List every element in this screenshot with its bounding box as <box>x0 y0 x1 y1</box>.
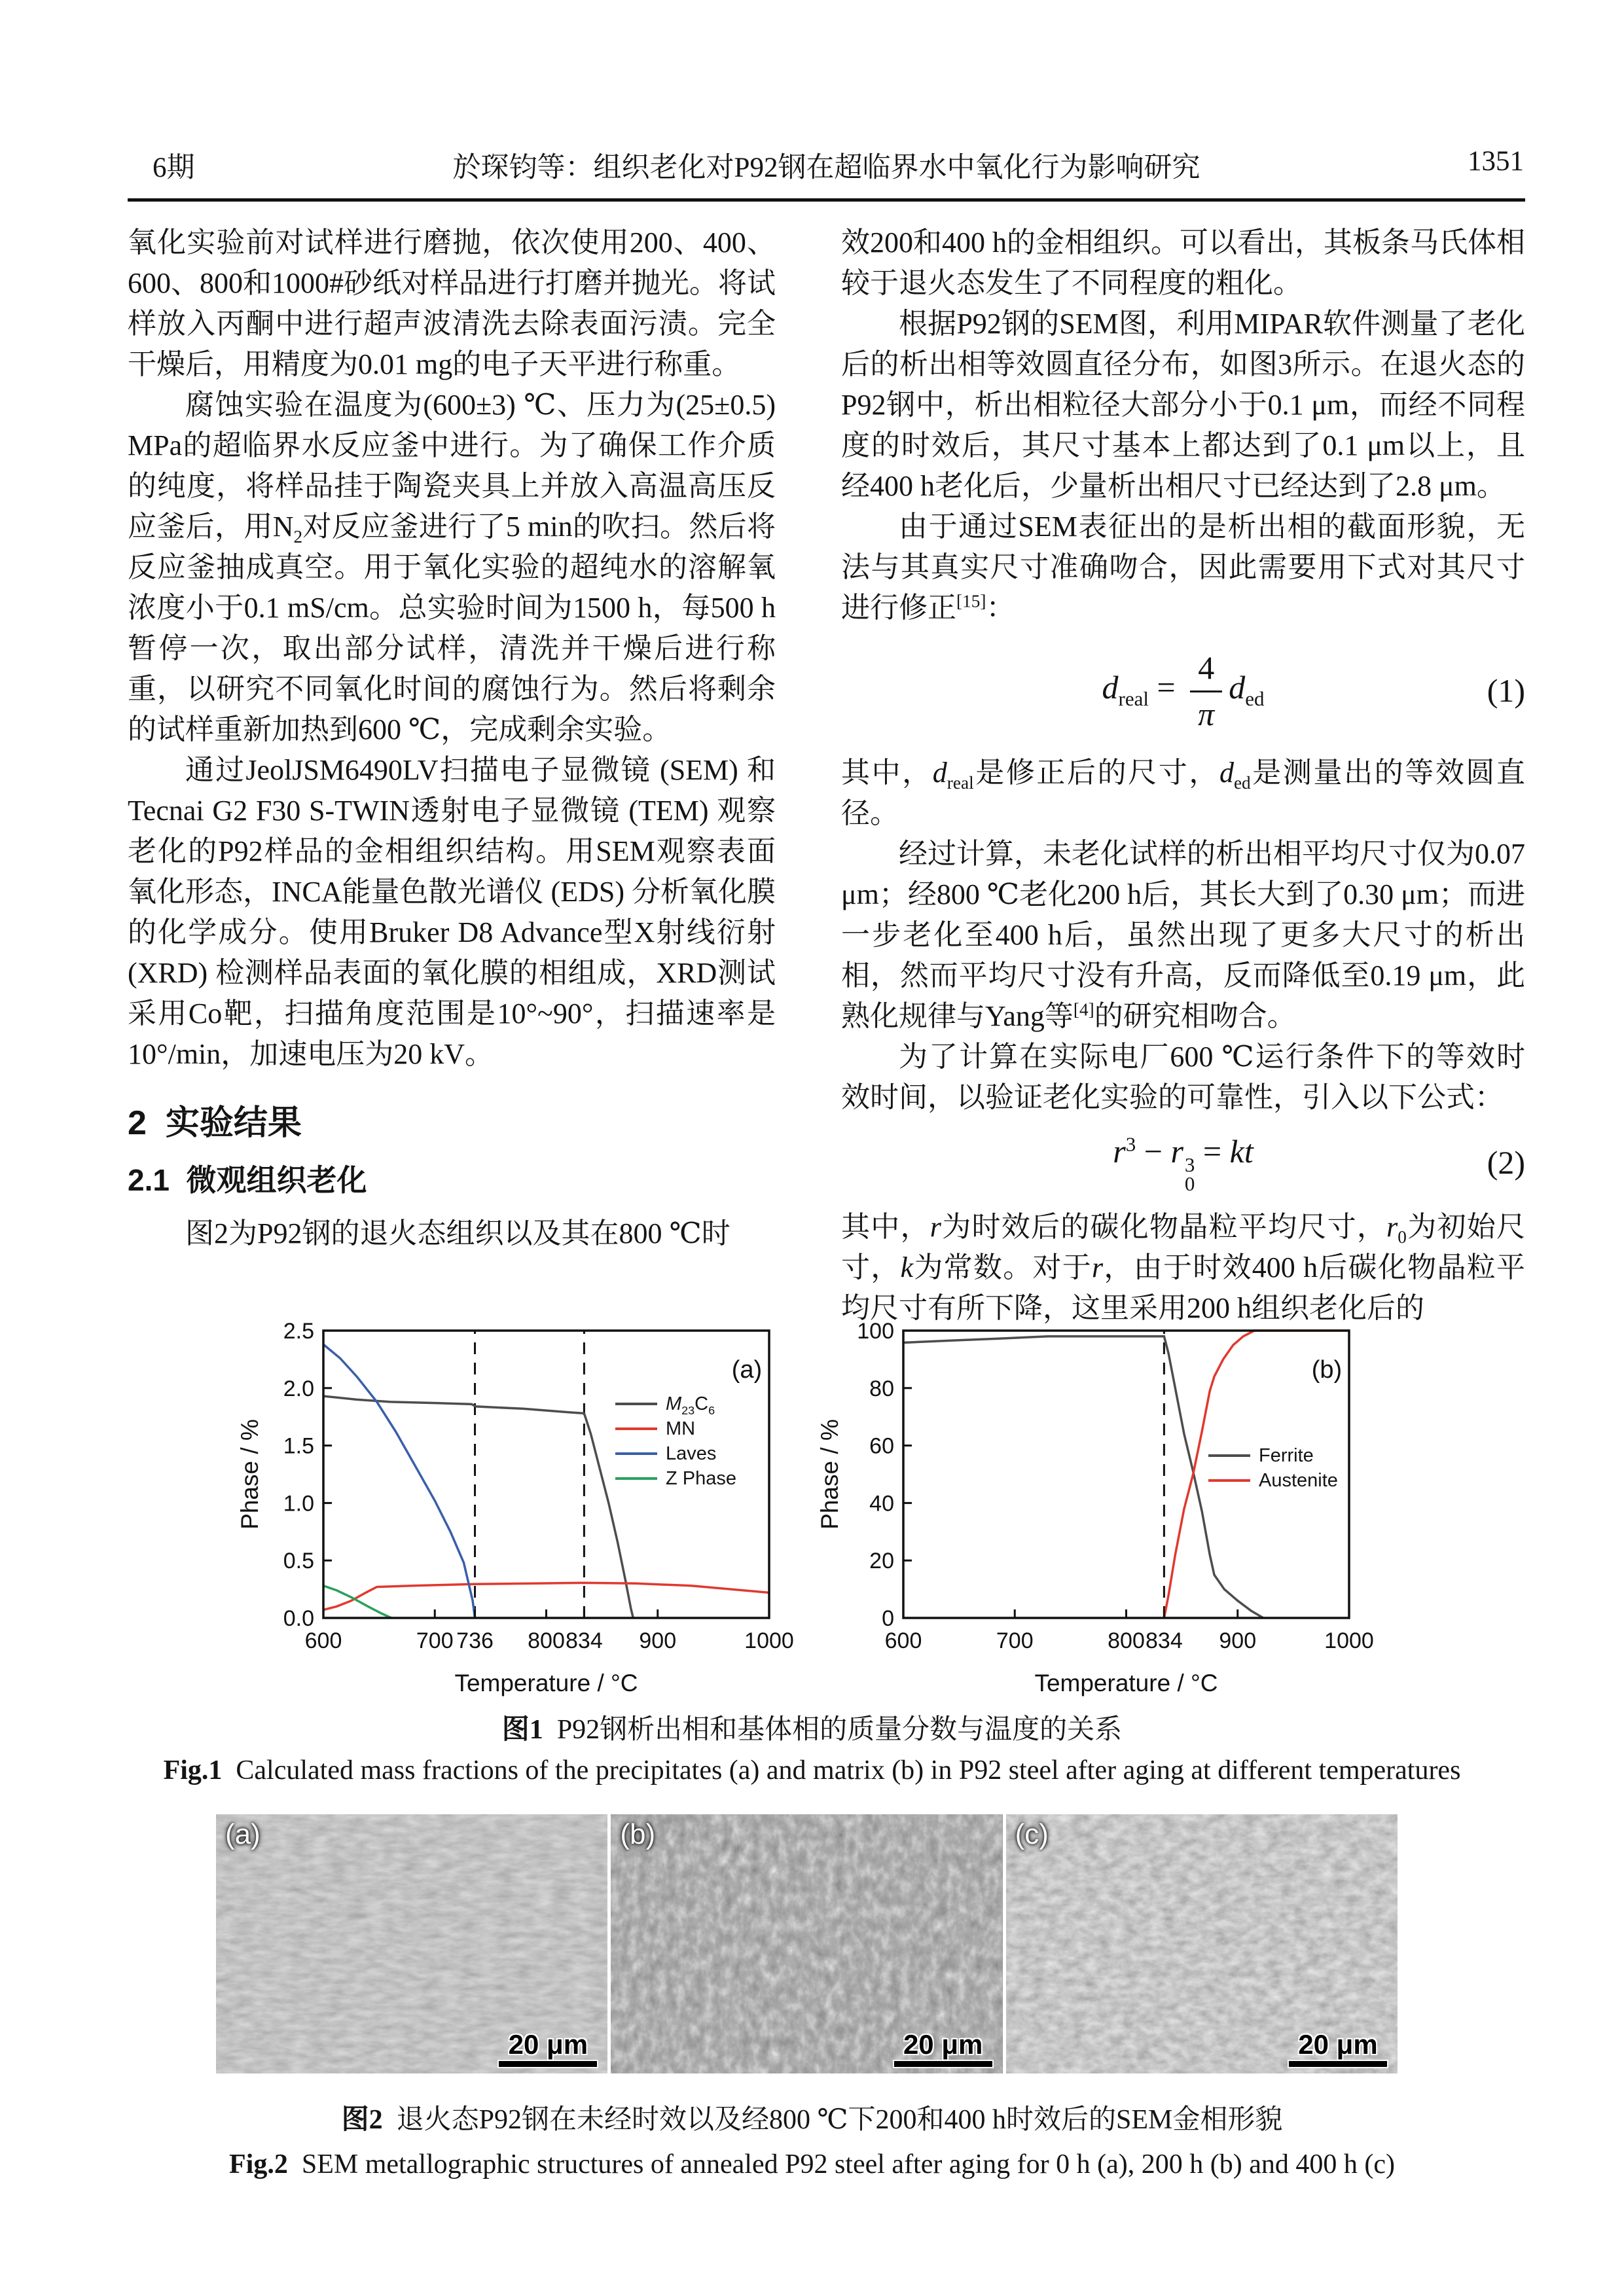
scale-bar-c <box>1289 2030 1387 2067</box>
equation-1-body: $d_{real}$ = $\frac{4}{\pi}$ $d_{ed}$ <box>1102 647 1265 734</box>
figure1-caption-en: Fig.1 Calculated mass fractions of the precipitates (a) and matrix (b) in P92 steel after aging at different temperatures <box>163 1755 1461 1785</box>
svg-text:0.0: 0.0 <box>283 1606 314 1631</box>
chart-matrix-plot <box>805 1302 1394 1721</box>
svg-text:60: 60 <box>869 1433 894 1459</box>
subsection-heading: 2.1 微观组织老化 <box>128 1163 367 1197</box>
sem-panel-c-label: (c) <box>1015 1818 1049 1850</box>
sem-panel-c <box>1006 1814 1398 2073</box>
paragraph: 效200和400 h的金相组织。可以看出，其板条马氏体相较于退火态发生了不同程度的粗化。 <box>841 226 1525 299</box>
right-column <box>841 223 1525 1329</box>
legend-entry: Laves <box>615 1444 736 1463</box>
svg-text:900: 900 <box>1219 1628 1257 1653</box>
equation-2-body: $r^3 - r$ 3 0 = kt <box>1113 1132 1254 1196</box>
svg-text:736: 736 <box>456 1628 494 1653</box>
svg-text:1.5: 1.5 <box>283 1433 314 1459</box>
scale-bar-c-text: 20 μm <box>1298 2029 1378 2060</box>
svg-text:834: 834 <box>1146 1628 1183 1653</box>
svg-text:0: 0 <box>882 1606 894 1631</box>
paragraph: 图2为P92钢的退火态组织以及其在800 ℃时 <box>185 1217 731 1249</box>
svg-text:700: 700 <box>416 1628 454 1653</box>
scale-bar-c-line <box>1289 2061 1387 2067</box>
paragraph: 根据P92钢的SEM图，利用MIPAR软件测量了老化后的析出相等效圆直径分布，如图3所示。在退火态的P92钢中，析出相粒径大部分小于0.1 μm，而经不同程度的时效后，其尺寸基本上都达到了0.1 μm以上，且经400 h老化后，少量析出相尺寸已经达到了2.8 μm。 <box>841 308 1525 502</box>
paragraph: 由于通过SEM表征出的是析出相的截面形貌，无法与其真实尺寸准确吻合，因此需要用下式对其尺寸进行修正[15]： <box>841 511 1525 624</box>
figure2-caption-zh: 图2 退火态P92钢在未经时效以及经800 ℃下200和400 h时效后的SEM金相形貌 <box>341 2105 1283 2135</box>
svg-text:900: 900 <box>639 1628 677 1653</box>
equation-2-number: (2) <box>1487 1143 1525 1181</box>
svg-text:40: 40 <box>869 1491 894 1516</box>
scale-bar-a <box>499 2030 597 2067</box>
chart-precipitates-legend <box>615 1394 736 1488</box>
svg-text:1000: 1000 <box>744 1628 794 1653</box>
sem-panel-b-label: (b) <box>620 1818 656 1850</box>
svg-text:Phase / %: Phase / % <box>236 1419 263 1530</box>
chart-matrix-legend <box>1208 1446 1338 1490</box>
sem-panel-a <box>216 1814 607 2073</box>
sem-image-strip <box>216 1814 1398 2073</box>
svg-text:20: 20 <box>869 1549 894 1574</box>
chart-precipitates <box>216 1302 805 1721</box>
scale-bar-b <box>894 2030 992 2067</box>
svg-text:100: 100 <box>857 1319 894 1344</box>
svg-text:(a): (a) <box>731 1356 763 1384</box>
sem-panel-a-label: (a) <box>225 1818 261 1850</box>
svg-text:Temperature / °C: Temperature / °C <box>1034 1670 1218 1696</box>
paragraph: 通过JeolJSM6490LV扫描电子显微镜 (SEM) 和Tecnai G2 F30 S-TWIN透射电子显微镜 (TEM) 观察老化的P92样品的金相组织结构。用SEM观察表面氧化形态，INCA能量色散光谱仪 (EDS) 分析氧化膜的化学成分。使用Bruker D8 Advance型X射线衍射 (XRD) 检测样品表面的氧化膜的相组成，XRD测试采用Co靶，扫描角度范围是10°~90°，扫描速率是10°/min，加速电压为20 kV。 <box>128 754 776 1070</box>
svg-text:1.0: 1.0 <box>283 1491 314 1516</box>
scale-bar-a-text: 20 μm <box>508 2029 588 2060</box>
sem-panel-b <box>611 1814 1002 2073</box>
svg-text:0.5: 0.5 <box>283 1549 314 1574</box>
svg-text:800: 800 <box>528 1628 565 1653</box>
paragraph: 腐蚀实验在温度为(600±3) ℃、压力为(25±0.5) MPa的超临界水反应釜中进行。为了确保工作介质的纯度，将样品挂于陶瓷夹具上并放入高温高压反应釜后，用$N_2$对反应釜进行了5 min的吹扫。然后将反应釜抽成真空。用于氧化实验的超纯水的溶解氧浓度小于0.1 mS/cm。总实验时间为1500 h，每500 h暂停一次，取出部分试样，清洗并干燥后进行称重，以研究不同氧化时间的腐蚀行为。然后将剩余的试样重新加热到600 ℃，完成剩余实验。 <box>128 389 776 745</box>
running-title: 於琛钧等：组织老化对P92钢在超临界水中氧化行为影响研究 <box>452 152 1200 183</box>
equation-1 <box>841 641 1525 740</box>
svg-text:1000: 1000 <box>1324 1628 1374 1653</box>
svg-text:600: 600 <box>304 1628 342 1653</box>
chart-matrix <box>805 1302 1394 1721</box>
paragraph: 其中，r为时效后的碳化物晶粒平均尺寸，$r_0$为初始尺寸，k为常数。对于r，由于时效400 h后碳化物晶粒平均尺寸有所下降，这里采用200 h组织老化后的 <box>841 1210 1526 1324</box>
issue-label: 6期 <box>153 152 195 183</box>
section-heading: 2 实验结果 <box>128 1104 302 1142</box>
scale-bar-b-text: 20 μm <box>903 2029 983 2060</box>
legend-entry: Ferrite <box>1208 1446 1338 1465</box>
svg-text:Phase / %: Phase / % <box>816 1419 843 1530</box>
svg-text:2.0: 2.0 <box>283 1376 314 1401</box>
scale-bar-a-line <box>499 2061 597 2067</box>
equation-2 <box>841 1131 1525 1194</box>
paragraph: 为了计算在实际电厂600 ℃运行条件下的等效时效时间，以验证老化实验的可靠性，引入以下公式： <box>841 1041 1525 1113</box>
header-rule <box>128 198 1525 202</box>
figure1-caption-zh: 图1 P92钢析出相和基体相的质量分数与温度的关系 <box>501 1715 1123 1745</box>
paragraph: 其中，$d_{real}$是修正后的尺寸，$d_{ed}$是测量出的等效圆直径。 <box>841 757 1526 829</box>
legend-entry: Austenite <box>1208 1471 1338 1490</box>
paragraph: 氧化实验前对试样进行磨抛，依次使用200、400、600、800和1000#砂纸对样品进行打磨并抛光。将试样放入丙酮中进行超声波清洗去除表面污渍。完全干燥后，用精度为0.01 mg的电子天平进行称重。 <box>128 226 776 380</box>
scale-bar-b-line <box>894 2061 992 2067</box>
svg-text:600: 600 <box>884 1628 922 1653</box>
left-column <box>128 223 776 1254</box>
legend-entry: Z Phase <box>615 1469 736 1488</box>
page-number: 1351 <box>1468 146 1524 177</box>
equation-1-number: (1) <box>1487 672 1525 709</box>
chart-precipitates-plot <box>216 1302 805 1721</box>
legend-entry: $M_{23}C_6$ <box>615 1394 736 1414</box>
svg-text:2.5: 2.5 <box>283 1319 314 1344</box>
paragraph: 经过计算，未老化试样的析出相平均尺寸仅为0.07 μm；经800 ℃老化200 h后，其长大到了0.30 μm；而进一步老化至400 h后，虽然出现了更多大尺寸的析出相，然而平均尺寸没有升高，反而降低至0.19 μm，此熟化规律与Yang等[4]的研究相吻合。 <box>841 838 1525 1032</box>
svg-text:834: 834 <box>566 1628 603 1653</box>
legend-entry: MN <box>615 1419 736 1439</box>
svg-text:(b): (b) <box>1311 1356 1343 1384</box>
figure2-caption-en: Fig.2 SEM metallographic structures of annealed P92 steel after aging for 0 h (a), 200 h (b) and 400 h (c) <box>229 2149 1395 2179</box>
svg-text:Temperature / °C: Temperature / °C <box>454 1670 638 1696</box>
page-header <box>128 145 1525 182</box>
svg-text:700: 700 <box>996 1628 1034 1653</box>
svg-text:800: 800 <box>1108 1628 1145 1653</box>
svg-text:80: 80 <box>869 1376 894 1401</box>
